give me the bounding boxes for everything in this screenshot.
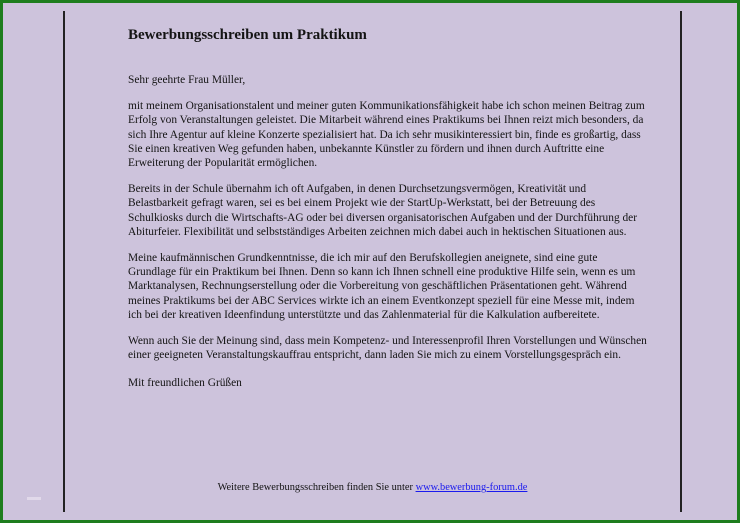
right-rule: [680, 11, 682, 512]
corner-mark: [27, 497, 41, 500]
salutation: Sehr geehrte Frau Müller,: [128, 74, 246, 86]
letter-body: [128, 25, 648, 391]
letter-title: Bewerbungsschreiben um Praktikum: [128, 27, 367, 43]
paragraph-3: Meine kaufmännischen Grundkenntnisse, die ich mir auf den Berufskollegien aneignete, sind eine gute Grundlage für ein Praktikum bei Ihnen. Denn so kann ich Ihnen schnell eine produktive Hilfe sein, wenn es um Marktanalysen, Rechnungserstellung oder die Vorbereitung von geschäftlichen Präsentationen geht. Während meines Praktikums bei der ABC Services wirkte ich an einem Eventkonzept speziell für eine Messe mit, indem ich bei der kreativen Ideenfindung unterstützte und das Zahlenmaterial für die Kalkulation aufbereitete.: [128, 252, 636, 321]
closing: Mit freundlichen Grüßen: [128, 377, 242, 390]
paragraph-1: mit meinem Organisationstalent und meiner guten Kommunikationsfähigkeit habe ich schon meinen Beitrag zum Erfolg von Veranstaltungen geleistet. Die Mitarbeit während eines Praktikums bei Ihnen reizt mich besonders, da sich Ihre Agentur auf kleine Konzerte spezialisiert hat. Da ich sehr musikinteressiert bin, finde es großartig, dass Sie einen kreativen Weg gefunden haben, unbekannte Künstler zu fördern und ihnen durch Auftritte eine Erweiterung der Popularität ermöglichen.: [128, 100, 645, 170]
left-rule: [63, 11, 65, 512]
footer: [63, 482, 682, 493]
paragraph-2: Bereits in der Schule übernahm ich oft Aufgaben, in denen Durchsetzungsvermögen, Kreativität und Belastbarkeit gefragt waren, sei es bei einem Projekt wie der StartUp-Werkstatt, bei der Betreuung des Schulkiosks durch die Wirtschafts-AG oder bei diversen organisatorischen Aufgaben und der Durchführung der Abiturfeier. Flexibilität und selbstständiges Arbeiten zeichnen mich dabei auch in hektischen Situationen aus.: [128, 183, 638, 238]
paragraph-4: Wenn auch Sie der Meinung sind, dass mein Kompetenz- und Interessenprofil Ihren Vorstellungen und Wünschen einer geeigneten Veranstaltungskauffrau entspricht, dann laden Sie mich zu einem Vorstellungsgespräch ein.: [128, 335, 647, 362]
footer-link[interactable]: www.bewerbung-forum.de: [415, 482, 528, 493]
footer-text: Weitere Bewerbungsschreiben finden Sie unter: [217, 482, 413, 493]
